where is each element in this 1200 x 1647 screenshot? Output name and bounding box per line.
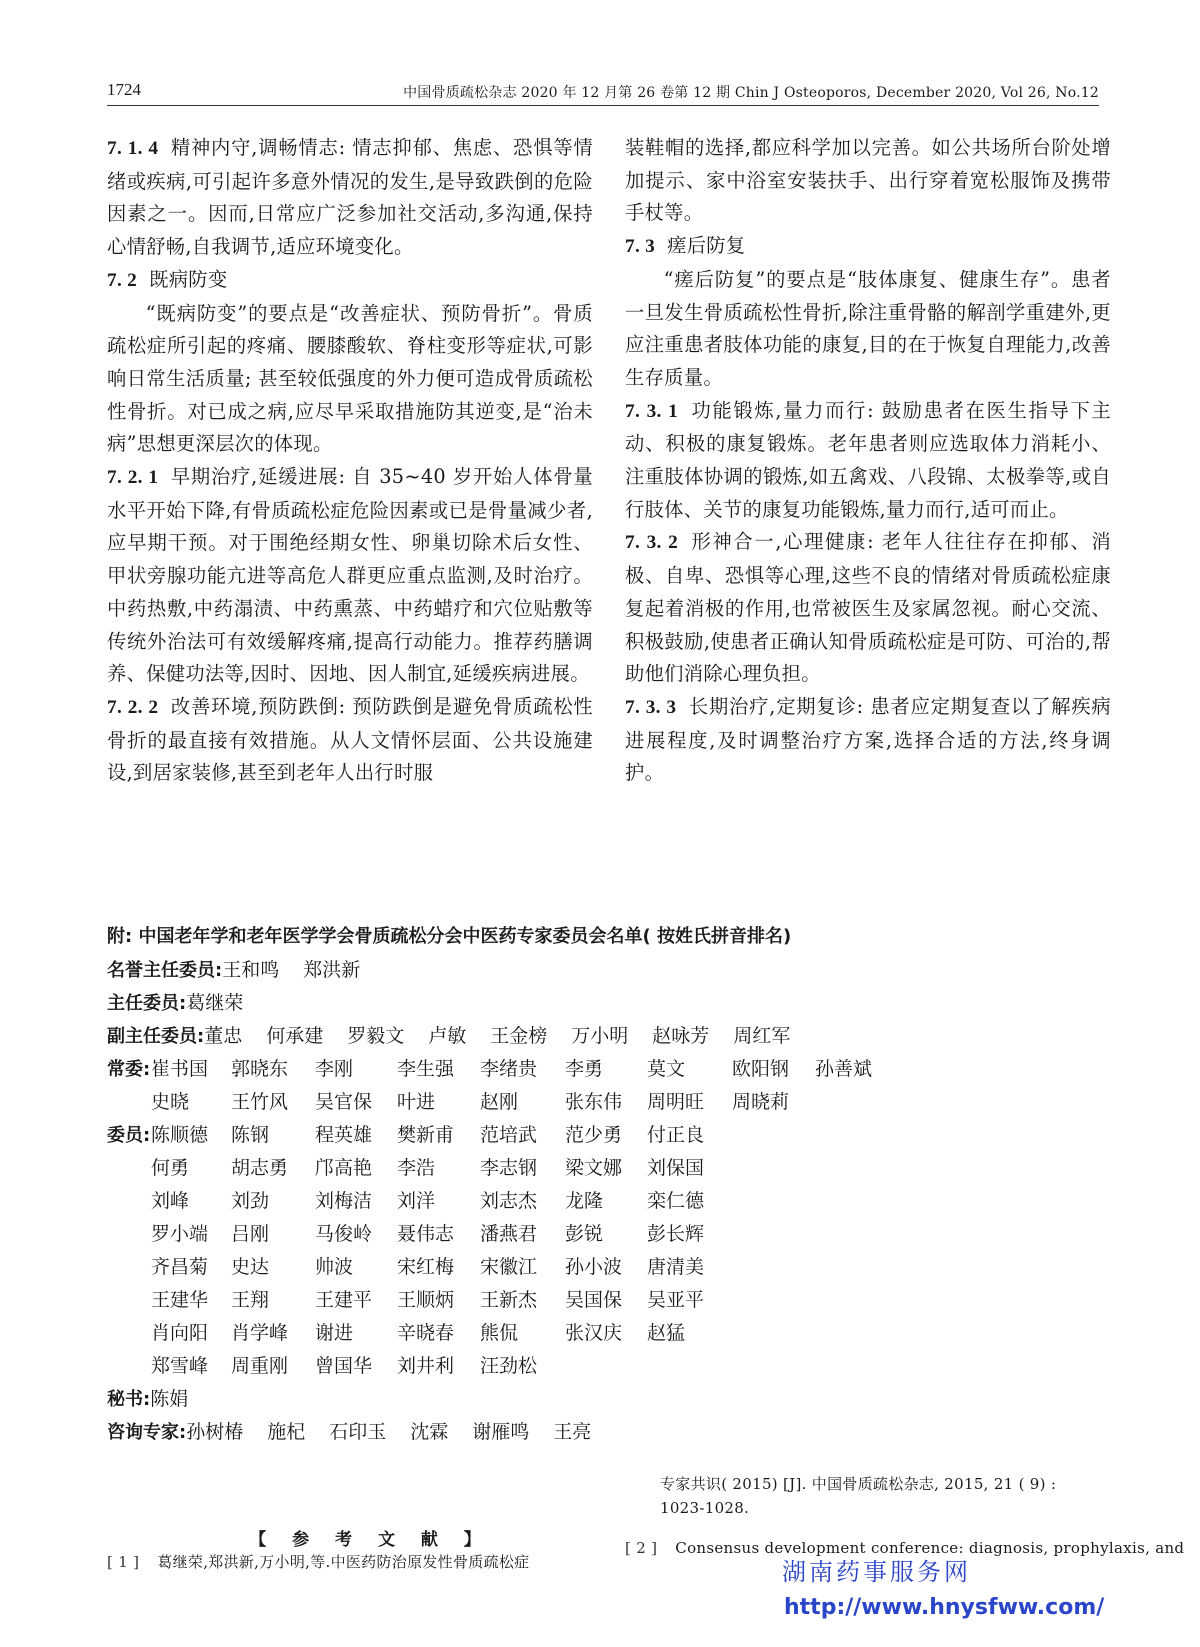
committee-name: 周晓莉: [732, 1091, 790, 1113]
committee-name: 宋徽江: [480, 1256, 538, 1278]
chair-row: [107, 987, 1099, 1020]
reference-number: [ 1 ]: [107, 1553, 140, 1571]
committee-name: 王翔: [231, 1289, 270, 1311]
committee-name: 刘梅洁: [315, 1190, 373, 1212]
name-row: [107, 1350, 1099, 1383]
committee-name: 石印玉: [329, 1421, 387, 1443]
committee-name: 谢进: [315, 1322, 354, 1344]
committee-name: 李浩: [397, 1157, 436, 1179]
committee-name: 吕刚: [231, 1223, 270, 1245]
section-number: 7. 2. 1: [107, 467, 159, 489]
watermark-site-name: 湖南药事服务网: [782, 1558, 971, 1586]
committee-name: 李绪贵: [480, 1058, 538, 1080]
committee-name: 王金榜: [490, 1025, 548, 1047]
name-row: [107, 1317, 1099, 1350]
committee-name: 郑洪新: [303, 959, 361, 981]
committee-name: 吴亚平: [647, 1289, 705, 1311]
paragraph-7-3-3: [625, 691, 1111, 790]
paragraph-text: 改善环境,预防跌倒: 预防跌倒是避免骨质疏松性骨折的最直接有效措施。从人文情怀层面、公共设施建设,到居家装修,甚至到老年人出行时服: [107, 694, 593, 785]
paragraph-7-2-intro: [107, 298, 593, 462]
committee-name: 孙小波: [565, 1256, 623, 1278]
paragraph-7-1-4: [107, 132, 593, 264]
committee-name: 刘井利: [397, 1355, 455, 1377]
committee-name: 辛晓春: [397, 1322, 455, 1344]
watermark-url: http://www.hnysfww.com/: [784, 1595, 1105, 1620]
honorary-chairs-row: [107, 954, 1099, 987]
section-number: 7. 3. 2: [625, 532, 679, 554]
paragraph-text: 长期治疗,定期复诊: 患者应定期复查以了解疾病进展程度,及时调整治疗方案,选择合适的方法,终身调护。: [625, 694, 1111, 785]
committee-name: 史晓: [151, 1091, 190, 1113]
paragraph-7-3-intro: [625, 264, 1111, 395]
references-heading: 【 参 考 文 献 】: [249, 1530, 491, 1550]
committee-name: 赵刚: [480, 1091, 519, 1113]
section-number: 7. 2. 2: [107, 696, 159, 718]
committee-name: 孙树椿: [186, 1421, 244, 1443]
role-label: 副主任委员:: [107, 1026, 205, 1047]
reference-number: [ 2 ]: [625, 1539, 658, 1557]
committee-name: 吴国保: [565, 1289, 623, 1311]
reference-1-continuation: 专家共识( 2015) [J]. 中国骨质疏松杂志, 2015, 21 ( 9) : 1023-1028.: [660, 1475, 1057, 1517]
committee-name: 唐清美: [647, 1256, 705, 1278]
left-column: [107, 132, 593, 790]
committee-name: 范少勇: [565, 1124, 623, 1146]
committee-name: 郭晓东: [231, 1058, 289, 1080]
committee-name: 李刚: [315, 1058, 354, 1080]
committee-name: 葛继荣: [186, 992, 244, 1014]
section-number: 7. 3. 1: [625, 400, 679, 422]
committee-name: 吴官保: [315, 1091, 373, 1113]
committee-name: 陈娟: [150, 1388, 189, 1410]
reference-1: [107, 1550, 587, 1574]
committee-name: 梁文娜: [565, 1157, 623, 1179]
committee-name: 李生强: [397, 1058, 455, 1080]
committee-name: 张汉庆: [565, 1322, 623, 1344]
committee-name: 王亮: [553, 1421, 592, 1443]
committee-name: 樊新甫: [397, 1124, 455, 1146]
committee-name: 刘保国: [647, 1157, 705, 1179]
committee-name: 周重刚: [231, 1355, 289, 1377]
heading-text: 瘥后防复: [667, 234, 746, 258]
committee-name: 宋红梅: [397, 1256, 455, 1278]
committee-name: 王顺炳: [397, 1289, 455, 1311]
name-row: [107, 1119, 1099, 1152]
committee-name: 刘劲: [231, 1190, 270, 1212]
committee-name: 陈钢: [231, 1124, 270, 1146]
committee-name: 李勇: [565, 1058, 604, 1080]
committee-name: 卢敏: [428, 1025, 467, 1047]
committee-name: 莫文: [647, 1058, 686, 1080]
committee-name: 聂伟志: [397, 1223, 455, 1245]
appendix-title: 附: 中国老年学和老年医学学会骨质疏松分会中医药专家委员会名单( 按姓氏拼音排名): [107, 926, 792, 947]
committee-name: 王建平: [315, 1289, 373, 1311]
committee-name: 肖学峰: [231, 1322, 289, 1344]
committee-name: 龙隆: [565, 1190, 604, 1212]
role-label: 委员:: [107, 1125, 151, 1146]
name-row: [107, 1284, 1099, 1317]
committee-name: 叶进: [397, 1091, 436, 1113]
paragraph-text: 功能锻炼,量力而行: 鼓励患者在医生指导下主动、积极的康复锻炼。老年患者则应选取体力消耗小、注重肢体协调的锻炼,如五禽戏、八段锦、太极拳等,或自行肢体、关节的康复功能锻炼,量力而行,适可而止。: [625, 398, 1111, 521]
committee-name: 李志钢: [480, 1157, 538, 1179]
committee-name: 王竹风: [231, 1091, 289, 1113]
section-number: 7. 3: [625, 236, 656, 258]
committee-name: 沈霖: [410, 1421, 449, 1443]
committee-name: 罗毅文: [347, 1025, 405, 1047]
committee-name: 潘燕君: [480, 1223, 538, 1245]
paragraph-7-3-1: [625, 395, 1111, 527]
committee-name: 汪劲松: [480, 1355, 538, 1377]
committee-name: 邝高艳: [315, 1157, 373, 1179]
paragraph-text: “既病防变”的要点是“改善症状、预防骨折”。骨质疏松症所引起的疼痛、腰膝酸软、脊柱变形等症状,可影响日常生活质量; 甚至较低强度的外力便可造成骨质疏松性骨折。对已成之病,应尽早采取措施防其逆变,是“治未病”思想更深层次的体现。: [107, 301, 593, 456]
committee-name: 谢雁鸣: [472, 1421, 530, 1443]
committee-name: 万小明: [571, 1025, 629, 1047]
committee-name: 刘峰: [151, 1190, 190, 1212]
name-row: [107, 1086, 1099, 1119]
section-number: 7. 1. 4: [107, 138, 159, 159]
paragraph-text: 装鞋帽的选择,都应科学加以完善。如公共场所台阶处增加提示、家中浴室安装扶手、出行穿着宽松服饰及携带手杖等。: [625, 136, 1111, 225]
section-number: 7. 2: [107, 269, 138, 291]
committee-name: 熊侃: [480, 1322, 519, 1344]
paragraph-continuation: [625, 132, 1111, 230]
committee-name: 帅波: [315, 1256, 354, 1278]
watermark: [782, 1552, 1105, 1620]
committee-members: [107, 1119, 1099, 1383]
committee-name: 施杞: [267, 1421, 306, 1443]
paragraph-7-2-2: [107, 691, 593, 790]
committee-name: 曾国华: [315, 1355, 373, 1377]
name-row: [107, 1152, 1099, 1185]
committee-name: 栾仁德: [647, 1190, 705, 1212]
committee-name: 刘志杰: [480, 1190, 538, 1212]
heading-7-2: [107, 264, 593, 298]
committee-name: 彭锐: [565, 1223, 604, 1245]
committee-name: 付正良: [647, 1124, 705, 1146]
committee-name: 范培武: [480, 1124, 538, 1146]
committee-name: 王建华: [151, 1289, 209, 1311]
committee-name: 何勇: [151, 1157, 190, 1179]
committee-name: 孙善斌: [815, 1058, 873, 1080]
committee-name: 胡志勇: [231, 1157, 289, 1179]
secretary-row: [107, 1383, 1099, 1416]
reference-text: Consensus development conference: diagnosis, prophylaxis, and: [675, 1539, 1185, 1557]
committee-name: 王和鸣: [222, 959, 280, 981]
consultants-row: [107, 1416, 1099, 1449]
committee-name: 何承建: [266, 1025, 324, 1047]
paragraph-7-3-2: [625, 526, 1111, 691]
committee-name: 马俊岭: [315, 1223, 373, 1245]
committee-name: 董忠: [204, 1025, 243, 1047]
role-label: 主任委员:: [107, 993, 187, 1014]
committee-name: 刘洋: [397, 1190, 436, 1212]
heading-7-3: [625, 230, 1111, 264]
right-column: [625, 132, 1111, 790]
committee-name: 周红军: [733, 1025, 791, 1047]
committee-name: 赵猛: [647, 1322, 686, 1344]
role-label: 名誉主任委员:: [107, 960, 223, 981]
committee-name: 王新杰: [480, 1289, 538, 1311]
paragraph-text: 早期治疗,延缓进展: 自 35~40 岁开始人体骨量水平开始下降,有骨质疏松症危险因素或已是骨量减少者,应早期干预。对于围绝经期女性、卵巢切除术后女性、甲状旁腺功能亢进等高危人群更应重点监测,及时治疗。中药热敷,中药溻渍、中药熏蒸、中药蜡疗和穴位贴敷等传统外治法可有效缓解疼痛,提高行动能力。推荐药膳调养、保健功法等,因时、因地、因人制宜,延缓疾病进展。: [107, 465, 593, 686]
committee-name: 赵咏芳: [652, 1025, 710, 1047]
committee-name: 崔书国: [151, 1058, 209, 1080]
heading-text: 既病防变: [149, 267, 228, 291]
committee-name: 程英雄: [315, 1124, 373, 1146]
role-label: 秘书:: [107, 1389, 151, 1410]
paragraph-7-2-1: [107, 461, 593, 691]
committee-name: 陈顺德: [151, 1124, 209, 1146]
committee-name: 罗小端: [151, 1223, 209, 1245]
role-label: 咨询专家:: [107, 1422, 187, 1443]
journal-citation: 中国骨质疏松杂志 2020 年 12 月第 26 卷第 12 期 Chin J Osteoporos, December 2020, Vol 26, No.12: [403, 85, 1099, 101]
committee-name: 彭长辉: [647, 1223, 705, 1245]
committee-name: 史达: [231, 1256, 270, 1278]
committee-name: 张东伟: [565, 1091, 623, 1113]
name-row: [107, 1185, 1099, 1218]
paragraph-text: 精神内守,调畅情志: 情志抑郁、焦虑、恐惧等情绪或疾病,可引起许多意外情况的发生,是导致跌倒的危险因素之一。因而,日常应广泛参加社交活动,多沟通,保持心情舒畅,自我调节,适应环境变化。: [107, 136, 593, 259]
committee-name: 周明旺: [647, 1091, 705, 1113]
committee-name: 郑雪峰: [151, 1355, 209, 1377]
header-rule: [107, 105, 1099, 106]
committee-name: 齐昌菊: [151, 1256, 209, 1278]
committee-name: 欧阳钢: [732, 1058, 790, 1080]
standing-committee: [107, 1053, 1099, 1119]
name-row: [107, 1053, 1099, 1086]
paragraph-text: “瘥后防复”的要点是“肢体康复、健康生存”。患者一旦发生骨质疏松性骨折,除注重骨骼的解剖学重建外,更应注重患者肢体功能的康复,目的在于恢复自理能力,改善生存质量。: [625, 267, 1111, 389]
vice-chairs-row: [107, 1020, 1099, 1053]
committee-name: 肖向阳: [151, 1322, 209, 1344]
name-row: [107, 1251, 1099, 1284]
role-label: 常委:: [107, 1059, 151, 1080]
section-number: 7. 3. 3: [625, 696, 677, 718]
paragraph-text: 形神合一,心理健康: 老年人往往存在抑郁、消极、自卑、恐惧等心理,这些不良的情绪对骨质疏松症康复起着消极的作用,也常被医生及家属忽视。耐心交流、积极鼓励,使患者正确认知骨质疏松症是可防、可治的,帮助他们消除心理负担。: [625, 530, 1111, 686]
committee-appendix: [107, 920, 1099, 1449]
reference-text: 葛继荣,郑洪新,万小明,等.中医药防治原发性骨质疏松症: [157, 1553, 530, 1571]
page-number: 1724: [107, 80, 141, 99]
name-row: [107, 1218, 1099, 1251]
